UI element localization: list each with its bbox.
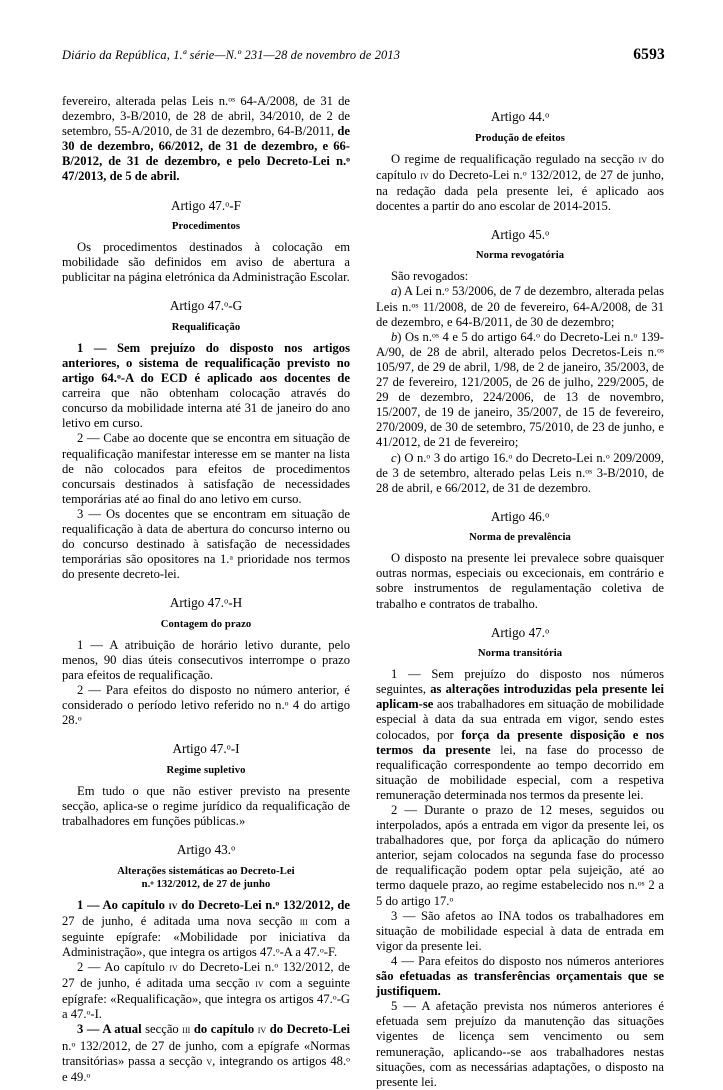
- epigraph-requalificacao: Requalificação: [171, 321, 241, 333]
- epigraph-alteracoes-sistematicas: Alterações sistemáticas ao Decreto-Lei n.$^o$ 132/2012, de 27 de junho: [117, 865, 295, 890]
- article-heading-45: Artigo 45.$^o$: [490, 226, 550, 242]
- article-heading-47h: Artigo 47.$^o$-H: [169, 595, 243, 611]
- right-column: [376, 94, 664, 1090]
- article-heading-44: Artigo 44.$^o$: [490, 109, 550, 124]
- paragraph-47g-1: 1 — Sem prejuízo do disposto nos artigos anteriores, o sistema de requalificação previsto no artigo 64.$^o$-A do ECD é aplicado aos docentes de carreira que não obtenham colocação através do concurso da mobilidade interna até 31 de janeiro do ano letivo em curso.: [62, 340, 350, 431]
- epigraph-norma-revogatoria: Norma revogatória: [475, 250, 565, 262]
- paragraph-47h-2: 2 — Para efeitos do disposto no número anterior, é considerado o período letivo referido no n.$^o$ 4 do artigo 28.$^o$: [62, 683, 350, 728]
- paragraph-revogado-b: b) Os n.$^{os}$ 4 e 5 do artigo 64.$^o$ do Decreto-Lei n.$^o$ 139-A/90, de 28 de abril, alterado pelos Decretos-Leis n.$^{os}$ 105/97, de 29 de abril, 1/98, de 2 de janeiro, 35/2003, de 27 de fevereiro, 121/2005, de 26 de julho, 229/2005, de 29 de dezembro, 224/2006, de 13 de novembro, 15/2007, de 19 de janeiro, 35/2007, de 15 de fevereiro, 270/2009, de 30 de setembro, 75/2010, de 23 de junho, e 41/2012, de 21 de fevereiro;: [376, 329, 664, 450]
- article-heading-43: Artigo 43.$^o$: [176, 842, 236, 858]
- paragraph-47-2: 2 — Durante o prazo de 12 meses, seguidos ou interpolados, após a entrada em vigor da presente lei, os trabalhadores que, por força da aplicação do número anterior, sejam colocados na segunda fase do processo de requalificação podem optar pela sujeição, até ao termo daquele prazo, ao regime estabelecido nos n.$^{os}$ 2 a 5 do artigo 17.$^o$: [376, 803, 665, 908]
- article-heading-47i: Artigo 47.$^o$-I: [172, 741, 240, 757]
- paragraph-43-3: 3 — A atual secção iii do capítulo iv do Decreto-Lei n.$^o$ 132/2012, de 27 de junho, com a epígrafe «Normas transitórias» passa a secção v, integrando os artigos 48.$^o$ e 49.$^o$: [62, 1022, 351, 1084]
- epigraph-norma-prevalencia: Norma de prevalência: [469, 532, 571, 544]
- paragraph-47-4: 4 — Para efeitos do disposto nos números anteriores são efetuadas as transferências orçamentais que se justifiquem.: [376, 953, 664, 999]
- paragraph-43-1: 1 — Ao capítulo iv do Decreto-Lei n.$^o$ 132/2012, de 27 de junho, é aditada uma nova secção iii com a seguinte epígrafe: «Mobilidade por iniciativa da Administração», que integra os artigos 47.$^o$-A a 47.$^o$-F.: [62, 897, 350, 959]
- paragraph-43-2: 2 — Ao capítulo iv do Decreto-Lei n.$^o$ 132/2012, de 27 de junho, é aditada uma secção iv com a seguinte epígrafe: «Requalificação», que integra os artigos 47.$^o$-G a 47.$^o$-I.: [62, 960, 350, 1022]
- continued-paragraph: fevereiro, alterada pelas Leis n.$^{os}$ 64-A/2008, de 31 de dezembro, 3-B/2010, de 28 de abril, 34/2010, de 2 de setembro, 55-A/2010, de 31 de dezembro, 64-B/2011, de 30 de dezembro, 66/2012, de 31 de dezembro, e 66-B/2012, de 31 de dezembro, e pelo Decreto-Lei n.$^o$ 47/2013, de 5 de abril.: [62, 94, 350, 184]
- page-number: 6593: [633, 46, 665, 63]
- epigraph-producao-efeitos: Produção de efeitos: [475, 132, 565, 144]
- epigraph-procedimentos: Procedimentos: [171, 221, 241, 233]
- paragraph-producao-efeitos: O regime de requalificação regulado na secção iv do capítulo iv do Decreto-Lei n.$^o$ 132/2012, de 27 de junho, na redação dada pela presente lei, é aplicado aos docentes a partir do ano escolar de 2014-2015.: [376, 151, 664, 213]
- paragraph-sao-revogados: São revogados:: [391, 269, 469, 284]
- paragraph-revogado-c: c) O n.$^o$ 3 do artigo 16.$^o$ do Decreto-Lei n.$^o$ 209/2009, de 3 de setembro, alterado pelas Leis n.$^{os}$ 3-B/2010, de 28 de abril, e 66/2012, de 31 de dezembro.: [376, 450, 664, 495]
- article-heading-47f: Artigo 47.$^o$-F: [170, 197, 242, 213]
- paragraph-47g-2: 2 — Cabe ao docente que se encontra em situação de requalificação manifestar interesse em se manter na lista de não colocados para efeitos de procedimentos concursais destinados à satisfação de necessidades temporárias até ao final do ano letivo em curso.: [62, 431, 350, 506]
- paragraph-47h-1: 1 — A atribuição de horário letivo durante, pelo menos, 90 dias úteis consecutivos interrompe o prazo para efeitos de requalificação.: [62, 637, 350, 683]
- paragraph-revogado-a: a) A Lei n.$^o$ 53/2006, de 7 de dezembro, alterada pelas Leis n.$^{os}$ 11/2008, de 20 de fevereiro, 64-A/2008, de 31 de dezembro, e 64-B/2011, de 30 de dezembro;: [376, 284, 665, 329]
- paragraph-47-3: 3 — São afetos ao INA todos os trabalhadores em situação de mobilidade especial à data de entrada em vigor da presente lei.: [376, 908, 664, 953]
- paragraph-47g-3: 3 — Os docentes que se encontram em situação de requalificação à data de abertura do concurso interno ou do concurso destinado à satisfação de necessidades temporárias são opositores na 1.$^a$ prioridade nos termos do presente decreto-lei.: [62, 506, 350, 582]
- running-head: [62, 46, 665, 72]
- left-column: [62, 94, 350, 1085]
- epigraph-norma-transitoria: Norma transitória: [477, 648, 563, 660]
- paragraph-procedimentos: Os procedimentos destinados à colocação em mobilidade são definidos em aviso de abertura a publicitar na página eletrónica da Administração Escolar.: [62, 240, 350, 285]
- article-heading-47g: Artigo 47.$^o$-G: [169, 298, 243, 314]
- paragraph-47-5: 5 — A afetação prevista nos números anteriores é efetuada sem prejuízo da manutenção das situações vigentes de licença sem vencimento ou sem remuneração, aplicando--se aos trabalhadores nestas situações, com as necessárias adaptações, o disposto na presente lei.: [376, 999, 664, 1089]
- paragraph-regime-supletivo: Em tudo o que não estiver previsto na presente secção, aplica-se o regime jurídico da requalificação de trabalhadores em funções públicas.»: [62, 783, 350, 829]
- epigraph-contagem-prazo: Contagem do prazo: [160, 618, 252, 630]
- publication-title: Diário da República, 1.ª série—N.º 231—28 de novembro de 2013: [62, 48, 401, 62]
- two-column-body: [62, 94, 665, 1090]
- article-heading-46: Artigo 46.$^o$: [490, 508, 550, 524]
- epigraph-regime-supletivo: Regime supletivo: [166, 764, 246, 776]
- paragraph-norma-prevalencia: O disposto na presente lei prevalece sobre quaisquer outras normas, especiais ou excecionais, em contrário e sobre instrumentos de regulamentação coletiva de trabalho e contratos de trabalho.: [376, 551, 664, 611]
- paragraph-47-1: 1 — Sem prejuízo do disposto nos números seguintes, as alterações introduzidas pela presente lei aplicam-se aos trabalhadores em situação de mobilidade especial à data da sua entrada em vigor, sendo estes colocados, por força da presente disposição e nos termos da presente lei, na fase do processo de requalificação correspondente ao tempo decorrido em situação de mobilidade especial, com a respetiva remuneração determinada nos termos da presente lei.: [376, 667, 664, 802]
- article-heading-47: Artigo 47.$^o$: [490, 624, 550, 640]
